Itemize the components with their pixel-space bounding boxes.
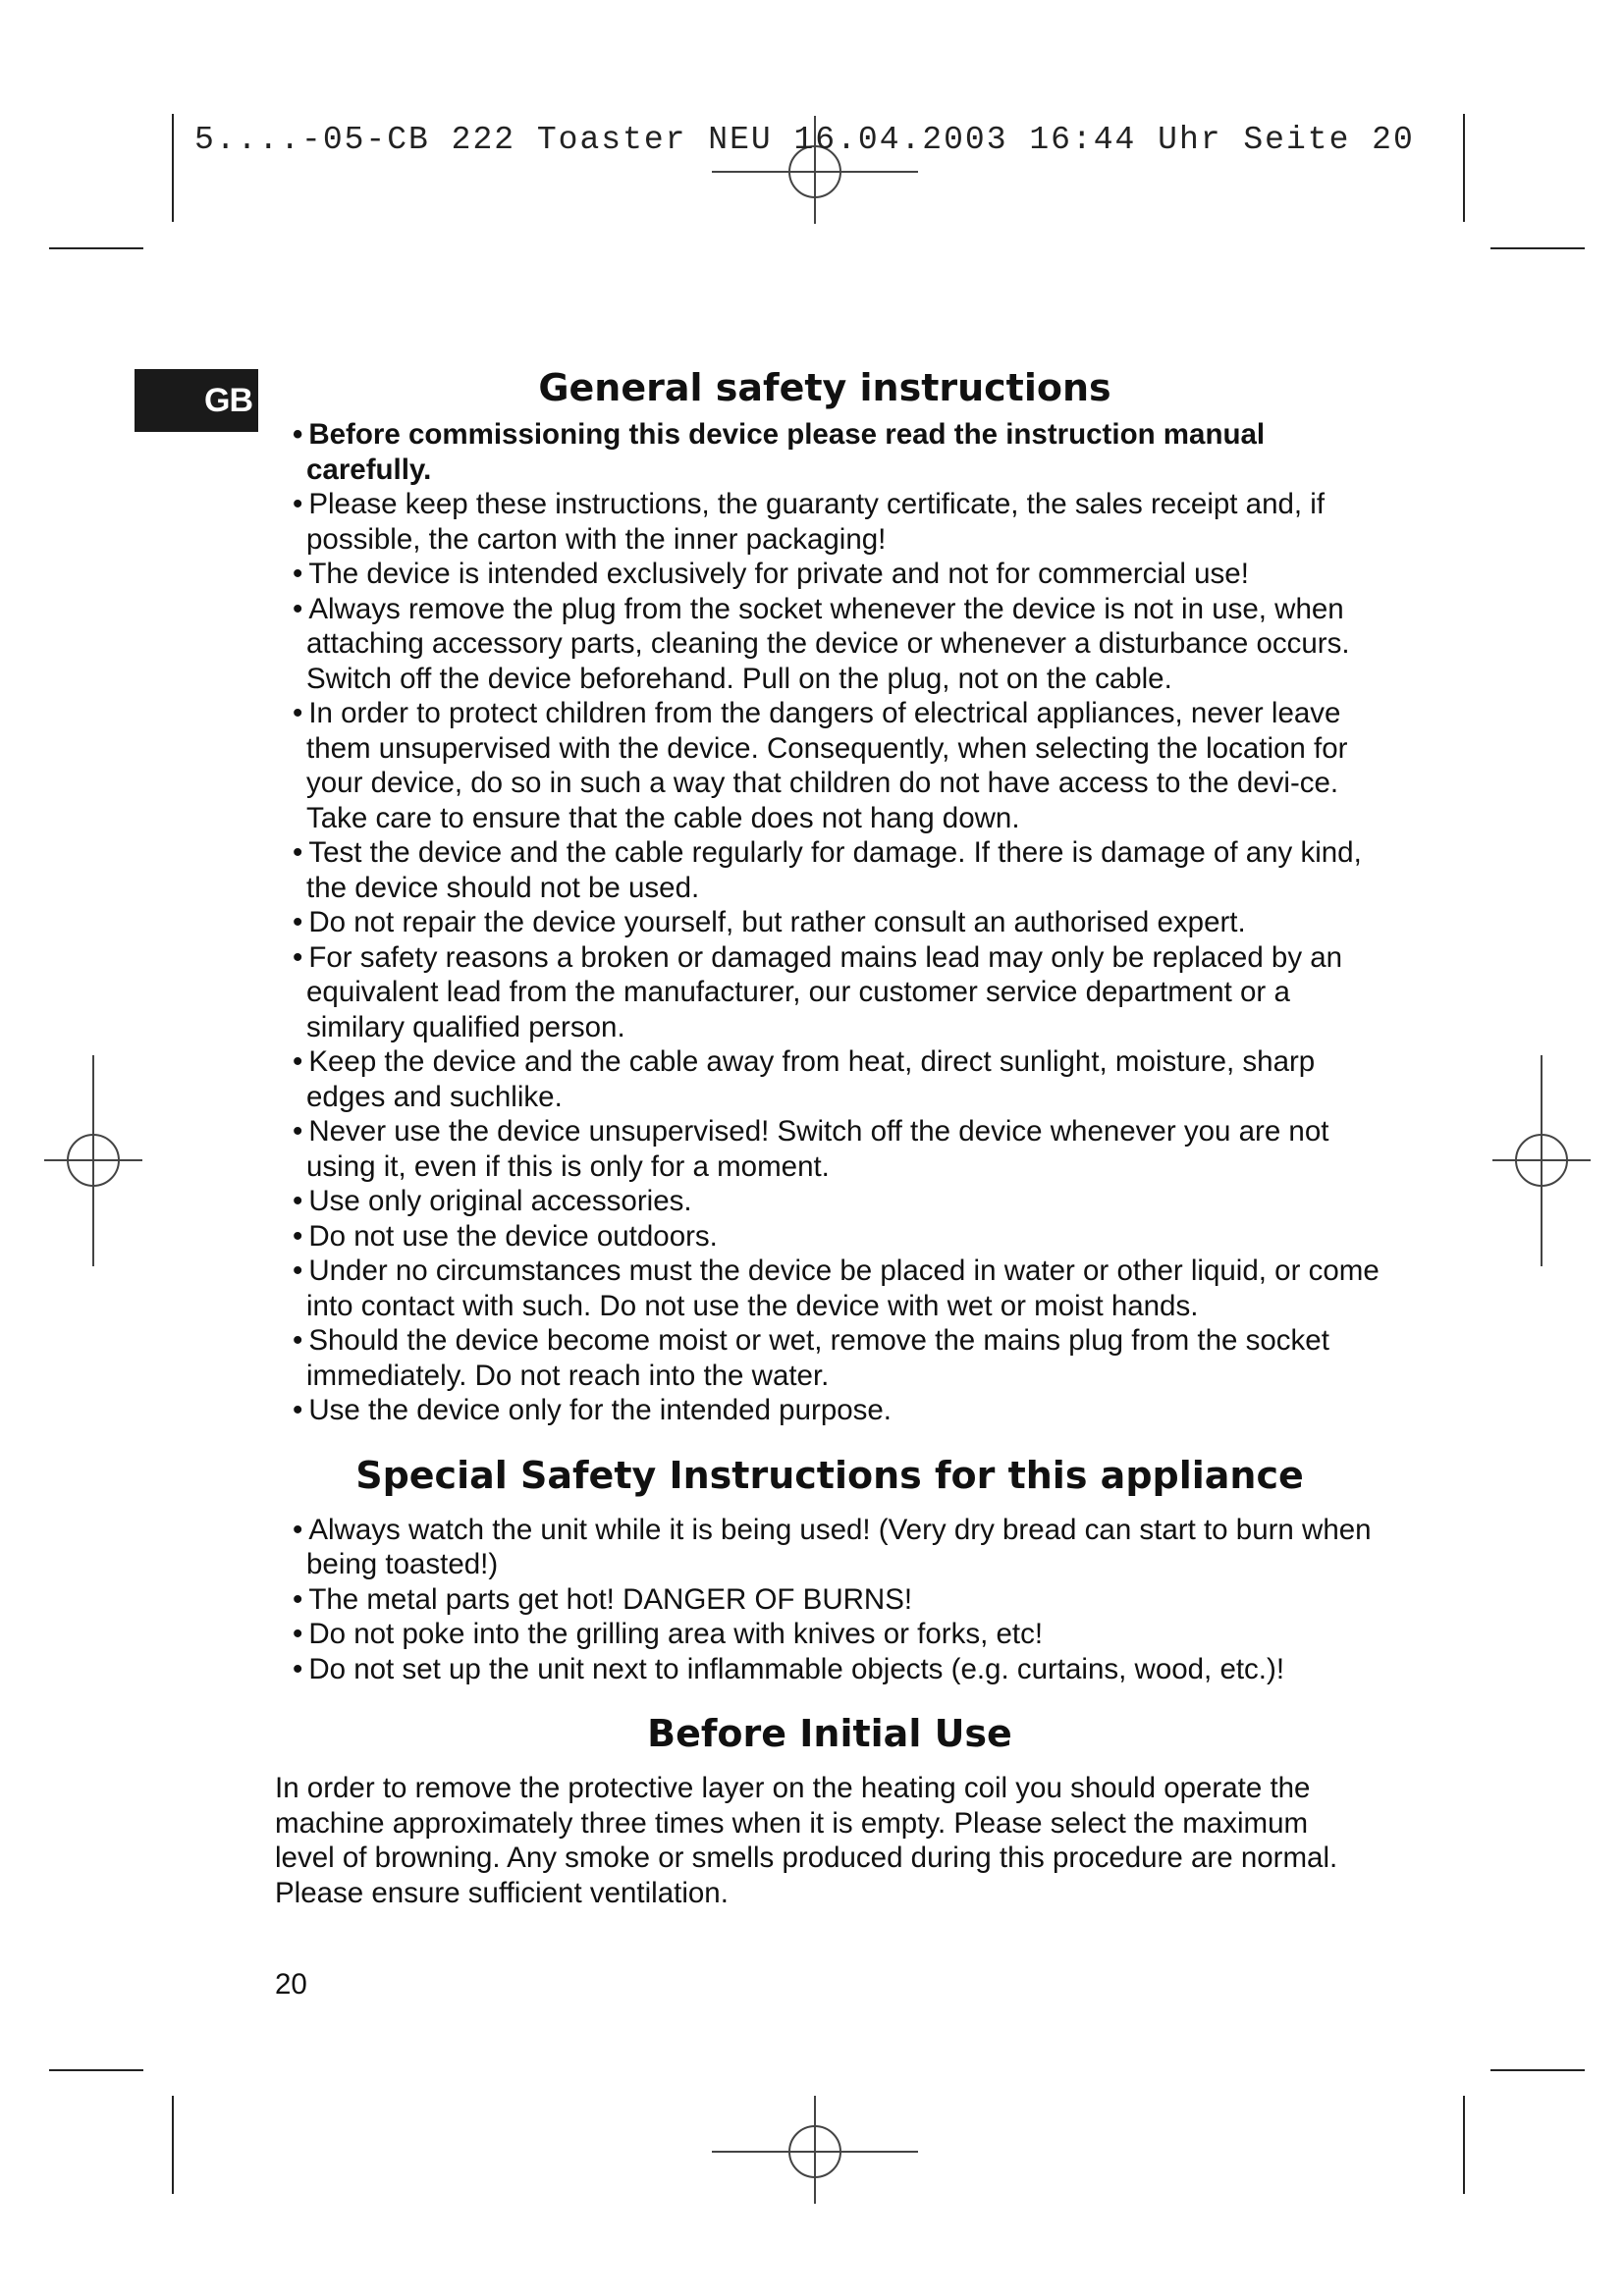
special-safety-section <box>275 1446 1384 1687</box>
page-number: 20 <box>275 1968 307 2001</box>
special-safety-list <box>275 1513 1384 1687</box>
section-title: Special Safety Instructions for this appliance <box>355 1453 1304 1497</box>
list-item: • Should the device become moist or wet, remove the mains plug from the socket immediately. Do not reach into the water. <box>275 1323 1384 1393</box>
list-item: • Do not set up the unit next to inflammable objects (e.g. curtains, wood, etc.)! <box>275 1652 1384 1687</box>
registration-mark-right <box>1492 1055 1591 1266</box>
section-title: General safety instructions <box>538 366 1111 409</box>
crop-mark <box>172 2096 174 2194</box>
crop-mark <box>1463 2096 1465 2194</box>
crop-mark <box>1463 114 1465 222</box>
general-safety-section <box>275 358 1384 1428</box>
crop-mark <box>172 114 174 222</box>
crop-mark <box>49 247 143 249</box>
crop-mark <box>1490 247 1585 249</box>
list-item: • Do not use the device outdoors. <box>275 1219 1384 1255</box>
list-item: • Please keep these instructions, the guaranty certificate, the sales receipt and, if possible, the carton with the inner packaging! <box>275 487 1384 557</box>
list-item: • Keep the device and the cable away from heat, direct sunlight, moisture, sharp edges and suchlike. <box>275 1044 1384 1114</box>
document-body <box>275 358 1384 1910</box>
list-item: • Always remove the plug from the socket whenever the device is not in use, when attaching accessory parts, cleaning the device or whenever a disturbance occurs. Switch off the device beforehand. Pull on the plug, not on the cable. <box>275 592 1384 697</box>
initial-use-paragraph: In order to remove the protective layer on the heating coil you should operate the machine approximately three times when it is empty. Please select the maximum level of browning. Any smoke or smells produced during this procedure are normal. Please ensure sufficient ventilation. <box>275 1772 1338 1909</box>
language-tab: GB <box>135 369 258 432</box>
general-safety-list <box>275 417 1384 1428</box>
registration-mark-bottom <box>712 2096 918 2204</box>
registration-mark-left <box>44 1055 142 1266</box>
list-item: • Do not repair the device yourself, but rather consult an authorised expert. <box>275 905 1384 940</box>
list-item: • Never use the device unsupervised! Switch off the device whenever you are not using it, even if this is only for a moment. <box>275 1114 1384 1184</box>
crop-mark <box>49 2069 143 2071</box>
list-item: • Before commissioning this device please read the instruction manual carefully. <box>275 417 1384 487</box>
list-item: • In order to protect children from the dangers of electrical appliances, never leave them unsupervised with the device. Consequently, when selecting the location for your device, do so in such a way that children do not have access to the devi-ce. Take care to ensure that the cable does not hang down. <box>275 696 1384 835</box>
list-item: • Under no circumstances must the device be placed in water or other liquid, or come into contact with such. Do not use the device with wet or moist hands. <box>275 1254 1384 1323</box>
crop-mark <box>1490 2069 1585 2071</box>
section-title: Before Initial Use <box>647 1712 1012 1755</box>
list-item: • Test the device and the cable regularly for damage. If there is damage of any kind, the device should not be used. <box>275 835 1384 905</box>
list-item: • The metal parts get hot! DANGER OF BURNS! <box>275 1582 1384 1618</box>
list-item: • Do not poke into the grilling area with knives or forks, etc! <box>275 1617 1384 1652</box>
list-item: • Always watch the unit while it is being used! (Very dry bread can start to burn when being toasted!) <box>275 1513 1384 1582</box>
list-item: • Use the device only for the intended purpose. <box>275 1393 1384 1428</box>
list-item: • For safety reasons a broken or damaged mains lead may only be replaced by an equivalent lead from the manufacturer, our customer service department or a similary qualified person. <box>275 940 1384 1045</box>
initial-use-section <box>275 1704 1384 1910</box>
list-item: • Use only original accessories. <box>275 1184 1384 1219</box>
print-slug: 5....-05-CB 222 Toaster NEU 16.04.2003 16:44 Uhr Seite 20 <box>194 122 1415 158</box>
list-item: • The device is intended exclusively for private and not for commercial use! <box>275 557 1384 592</box>
